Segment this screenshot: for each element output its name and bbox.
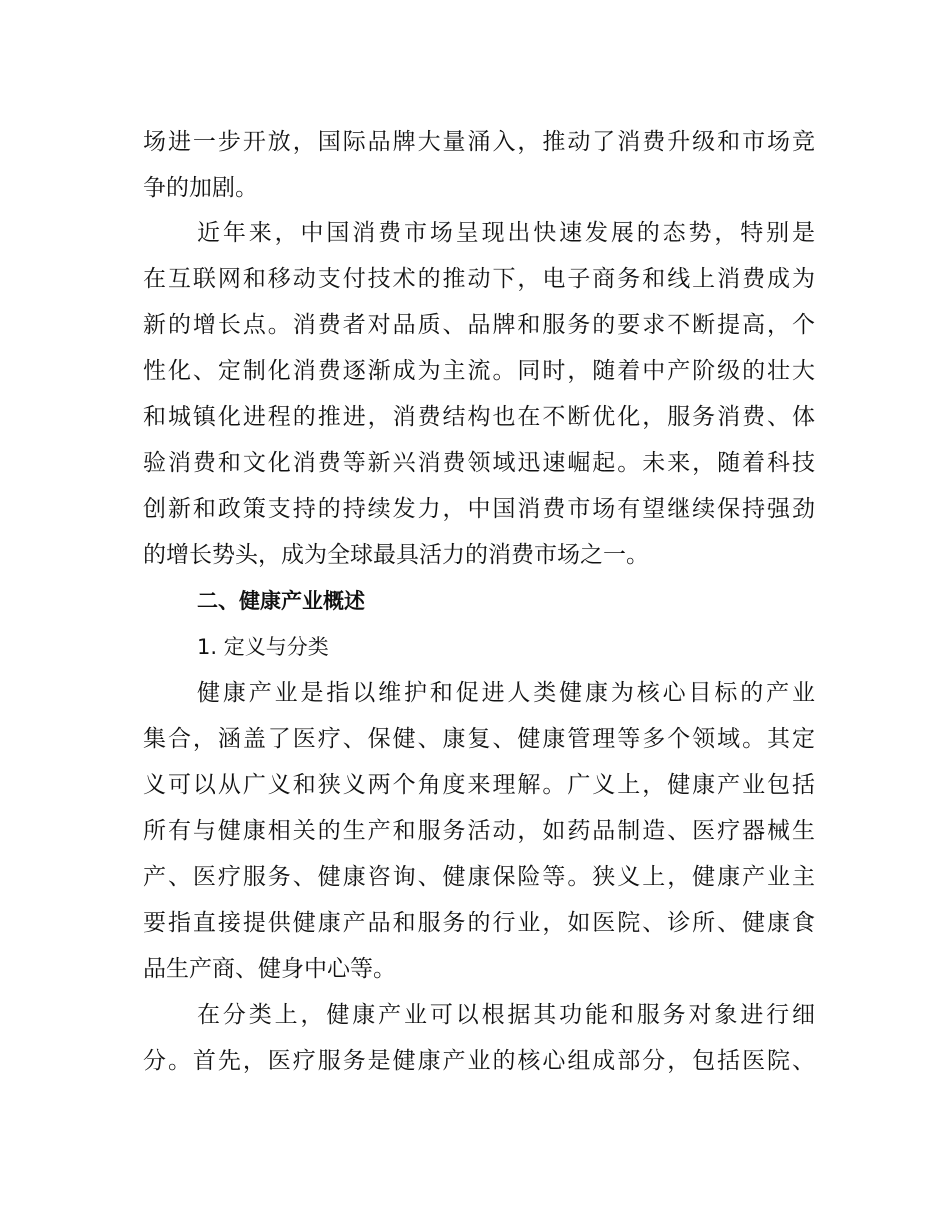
paragraph-line: 在分类上，健康产业可以根据其功能和服务对象进行细 <box>197 1002 815 1028</box>
paragraph-line: 新的增长点。消费者对品质、品牌和服务的要求不断提高，个 <box>143 312 815 338</box>
paragraph-line: 场进一步开放，国际品牌大量涌入，推动了消费升级和市场竞 <box>143 129 815 155</box>
paragraph-line: 集合，涵盖了医疗、保健、康复、健康管理等多个领域。其定 <box>143 726 815 752</box>
paragraph-line: 验消费和文化消费等新兴消费领域迅速崛起。未来，随着科技 <box>143 450 815 476</box>
paragraph-line: 近年来，中国消费市场呈现出快速发展的态势，特别是 <box>197 220 815 246</box>
paragraph-line: 健康产业是指以维护和促进人类健康为核心目标的产业 <box>197 680 815 706</box>
sub-heading: 1. 定义与分类 <box>197 635 329 659</box>
paragraph-line: 性化、定制化消费逐渐成为主流。同时，随着中产阶级的壮大 <box>143 358 815 384</box>
paragraph-line: 分。首先，医疗服务是健康产业的核心组成部分，包括医院、 <box>143 1048 815 1074</box>
paragraph-line: 和城镇化进程的推进，消费结构也在不断优化，服务消费、体 <box>143 404 815 430</box>
section-heading: 二、健康产业概述 <box>197 589 365 613</box>
paragraph-line: 品生产商、健身中心等。 <box>143 956 396 982</box>
paragraph-line: 要指直接提供健康产品和服务的行业，如医院、诊所、健康食 <box>143 910 815 936</box>
paragraph-line: 的增长势头，成为全球最具活力的消费市场之一。 <box>143 542 649 568</box>
paragraph-line: 在互联网和移动支付技术的推动下，电子商务和线上消费成为 <box>143 266 815 292</box>
paragraph-line: 所有与健康相关的生产和服务活动，如药品制造、医疗器械生 <box>143 818 815 844</box>
paragraph-line: 产、医疗服务、健康咨询、健康保险等。狭义上，健康产业主 <box>143 864 815 890</box>
paragraph-line: 义可以从广义和狭义两个角度来理解。广义上，健康产业包括 <box>143 772 815 798</box>
paragraph-line: 创新和政策支持的持续发力，中国消费市场有望继续保持强劲 <box>143 496 815 522</box>
paragraph-line: 争的加剧。 <box>143 175 258 201</box>
